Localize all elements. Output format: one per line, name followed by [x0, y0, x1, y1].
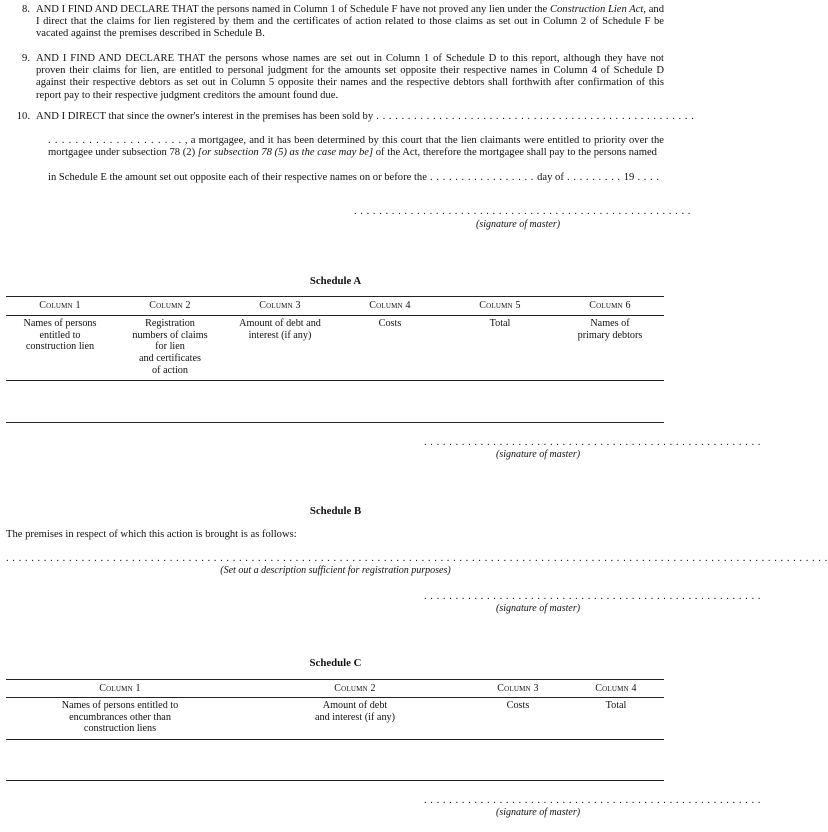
schedule-a-top-rule [6, 296, 664, 297]
paragraph-10-line-1 [6, 111, 695, 123]
schedule-c-column-3: Column 3 [497, 683, 539, 694]
schedule-a-title: Schedule A [309, 275, 362, 287]
signature-line: . . . . . . . . . . . . . . . . . . . . . . . . . . . . . . . . . . . . . . . . . . . . . . . . . . . . . . [424, 591, 761, 602]
schedule-a-header-1: Names of persons entitled to construction lien [23, 318, 97, 353]
schedule-c-row-rule [6, 739, 664, 740]
paragraph-text: in Schedule E the amount set out opposite each of their respective names on or before the [48, 172, 427, 183]
schedule-a-header-5: Total [489, 318, 511, 329]
schedule-a-header-6: Names of primary debtors [577, 318, 643, 341]
paragraph-text: 19 [623, 172, 635, 183]
schedule-a-column-6: Column 6 [589, 300, 631, 311]
schedule-c-header-4: Total [605, 700, 627, 711]
fill-in-dots: . . . . . . . . . . . . . . . . . [426, 172, 538, 183]
schedule-b-signature-label: (signature of master) [496, 603, 581, 614]
schedule-c-top-rule [6, 679, 664, 680]
schedule-c-column-1: Column 1 [99, 683, 141, 694]
paragraph-lead: AND I DIRECT [36, 111, 106, 122]
paragraph-10-line-2 [48, 135, 664, 159]
paragraph-number: 8. [22, 4, 30, 15]
paragraph-10-line-3 [48, 172, 664, 184]
signature-line: . . . . . . . . . . . . . . . . . . . . . . . . . . . . . . . . . . . . . . . . . . . . . . . . . . . . . . [424, 437, 761, 448]
paragraph-9 [6, 53, 664, 102]
paragraph-text: , a mortgagee, and it has been determined by this court that the lien claimants were entitled to priority over the mortgagee under subsection 78 (2) [48, 135, 664, 159]
schedule-a-header-2: Registration numbers of claims for lien and certificates of action [132, 318, 208, 376]
schedule-c-column-4: Column 4 [595, 683, 637, 694]
signature-line: . . . . . . . . . . . . . . . . . . . . . . . . . . . . . . . . . . . . . . . . . . . . . . . . . . . . . . [354, 206, 691, 217]
fill-in-dots: . . . . [634, 172, 660, 183]
schedule-b-title: Schedule B [309, 505, 362, 517]
schedule-a-signature-label: (signature of master) [496, 449, 581, 460]
schedule-a-column-3: Column 3 [259, 300, 301, 311]
paragraph-text: the persons named in Column 1 of Schedule F have not proved any lien under the [198, 4, 550, 15]
schedule-a-column-1: Column 1 [39, 300, 81, 311]
paragraph-text: the persons whose names are set out in Column 1 of Schedule D to this report, although they have not proven their claims for lien, are entitled to personal judgment for the amounts set opposite their respective names in Column 4 of Schedule D against their respective debtors as set out in Column 5 opposite their names and the respective debtors shall forthwith after confirmation of this report pay to their respective judgment creditors the amount found due. [36, 53, 665, 101]
schedule-c-header-3: Costs [506, 700, 530, 711]
fill-in-dots: . . . . . . . . . . . . . . . . . . . . [48, 135, 182, 146]
fill-in-dots: . . . . . . . . . [563, 172, 624, 183]
schedule-a-header-rule [6, 315, 664, 316]
paragraph-italic: [or subsection 78 (5) as the case may be] [197, 147, 374, 159]
schedule-a-row-rule [6, 380, 664, 381]
schedule-c-header-rule [6, 697, 664, 698]
schedule-a-column-5: Column 5 [479, 300, 521, 311]
schedule-a-column-2: Column 2 [149, 300, 191, 311]
paragraph-8 [6, 4, 664, 41]
signature-label: (signature of master) [476, 219, 561, 230]
schedule-c-title: Schedule C [309, 657, 362, 669]
schedule-c-header-2: Amount of debt and interest (if any) [314, 700, 396, 723]
schedule-b-intro: The premises in respect of which this action is brought is as follows: [6, 529, 297, 540]
paragraph-text: , and I direct that the claims for lien registered by them and the certificates of action related to those claims as set out in Column 2 of Schedule F be vacated against the premises described in Schedule B. [36, 4, 664, 40]
paragraph-lead: AND I FIND AND DECLARE THAT [36, 53, 205, 64]
paragraph-text: that since the owner's interest in the premises has been sold by [105, 111, 374, 122]
paragraph-number: 10. [16, 111, 30, 122]
schedule-c-bottom-rule [6, 780, 664, 781]
schedule-a-column-4: Column 4 [369, 300, 411, 311]
schedule-a-header-4: Costs [378, 318, 402, 329]
schedule-a-header-3: Amount of debt and interest (if any) [239, 318, 321, 341]
paragraph-text: day of [537, 172, 564, 183]
schedule-b-note: (Set out a description sufficient for registration purposes) [220, 565, 451, 576]
schedule-a-bottom-rule [6, 422, 664, 423]
paragraph-text: of the Act, therefore the mortgagee shall pay to the persons named [373, 147, 657, 159]
fill-in-dots: . . . . . . . . . . . . . . . . . . . . . . . . . . . . . . . . . . . . . . . . . . . . . . . . . . . [373, 111, 695, 122]
paragraph-lead: AND I FIND AND DECLARE THAT [36, 4, 199, 15]
paragraph-number: 9. [22, 53, 30, 64]
signature-line: . . . . . . . . . . . . . . . . . . . . . . . . . . . . . . . . . . . . . . . . . . . . . . . . . . . . . . [424, 795, 761, 806]
schedule-c-column-2: Column 2 [334, 683, 376, 694]
schedule-c-header-1: Names of persons entitled to encumbrances other than construction liens [61, 700, 179, 735]
schedule-c-signature-label: (signature of master) [496, 807, 581, 818]
act-name: Construction Lien Act [549, 4, 644, 15]
schedule-b-description-line: . . . . . . . . . . . . . . . . . . . . . . . . . . . . . . . . . . . . . . . . . . . . . . . . . . . . . . . . . . . . . . . . . . . . . . . . . . . . . . . . . . . . . . . . . . . . . . . . . . . . . . . . . . . . . . . . . . . . . . . . . . . . . . . . . . . [6, 553, 828, 564]
